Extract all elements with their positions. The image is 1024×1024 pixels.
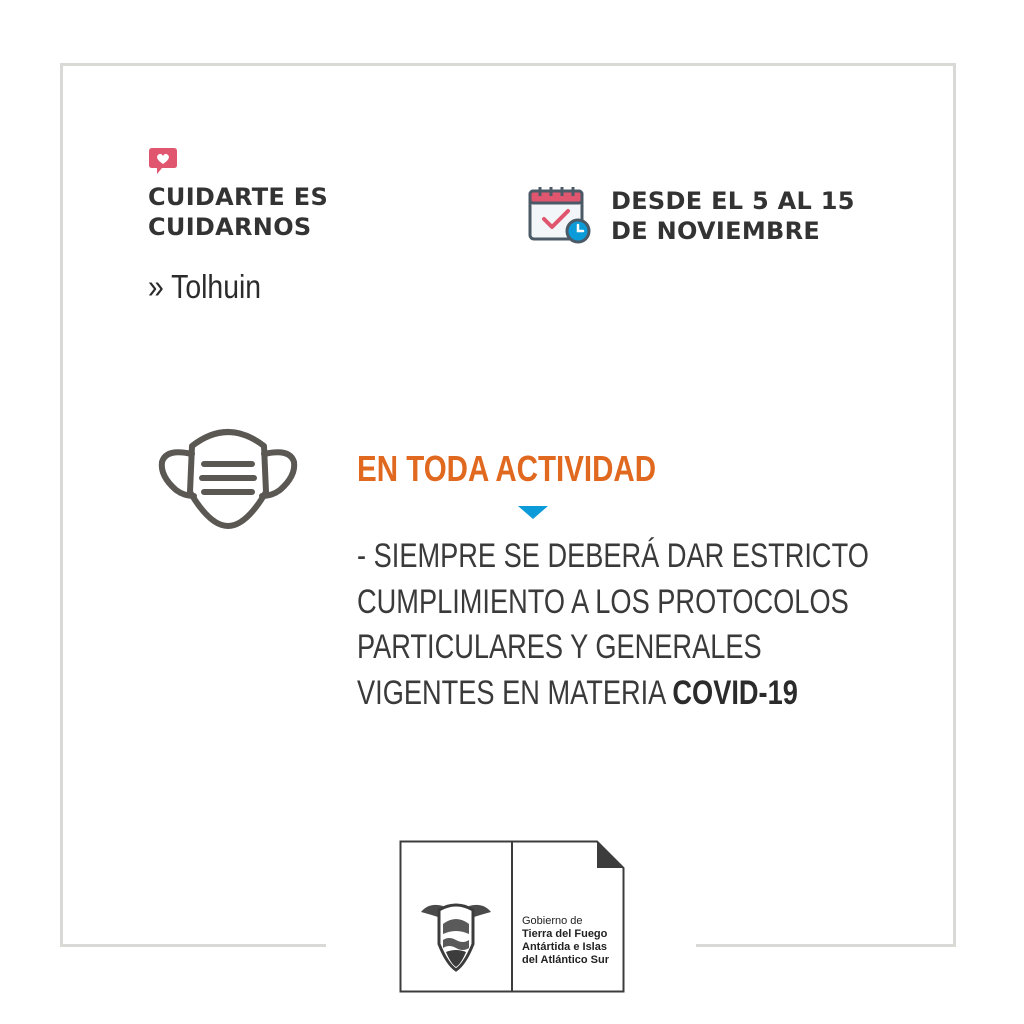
logo-line-1: Gobierno de bbox=[522, 915, 583, 927]
rule-heading: EN TODA ACTIVIDAD bbox=[357, 448, 657, 489]
date-range bbox=[611, 186, 855, 246]
rule-line-1: - SIEMPRE SE DEBERÁ DAR ESTRICTO bbox=[357, 537, 869, 575]
calendar-check-icon bbox=[528, 185, 592, 245]
slogan-line-2: CUIDARNOS bbox=[148, 213, 312, 241]
rule-description bbox=[357, 534, 869, 716]
rule-line-4-bold: COVID-19 bbox=[672, 673, 798, 712]
location-label: » Tolhuin bbox=[148, 268, 262, 305]
rule-line-2: CUMPLIMIENTO A LOS PROTOCOLOS bbox=[357, 582, 849, 621]
slogan bbox=[148, 182, 328, 242]
down-triangle-icon bbox=[518, 506, 548, 520]
logo-line-4: del Atlántico Sur bbox=[522, 954, 609, 966]
rule-line-4 bbox=[357, 671, 869, 717]
heart-chat-icon bbox=[148, 146, 178, 176]
logo-text bbox=[522, 915, 609, 967]
face-mask-icon bbox=[156, 426, 300, 532]
rule-line-3: PARTICULARES Y GENERALES bbox=[357, 628, 762, 666]
logo-line-2: Tierra del Fuego bbox=[522, 928, 608, 940]
slogan-line-1: CUIDARTE ES bbox=[148, 183, 329, 211]
date-range-line-1: DESDE EL 5 AL 15 bbox=[611, 187, 855, 215]
rule-line-4-regular: VIGENTES EN MATERIA bbox=[357, 673, 673, 712]
logo-line-3: Antártida e Islas bbox=[522, 941, 607, 953]
date-range-line-2: DE NOVIEMBRE bbox=[611, 217, 821, 245]
